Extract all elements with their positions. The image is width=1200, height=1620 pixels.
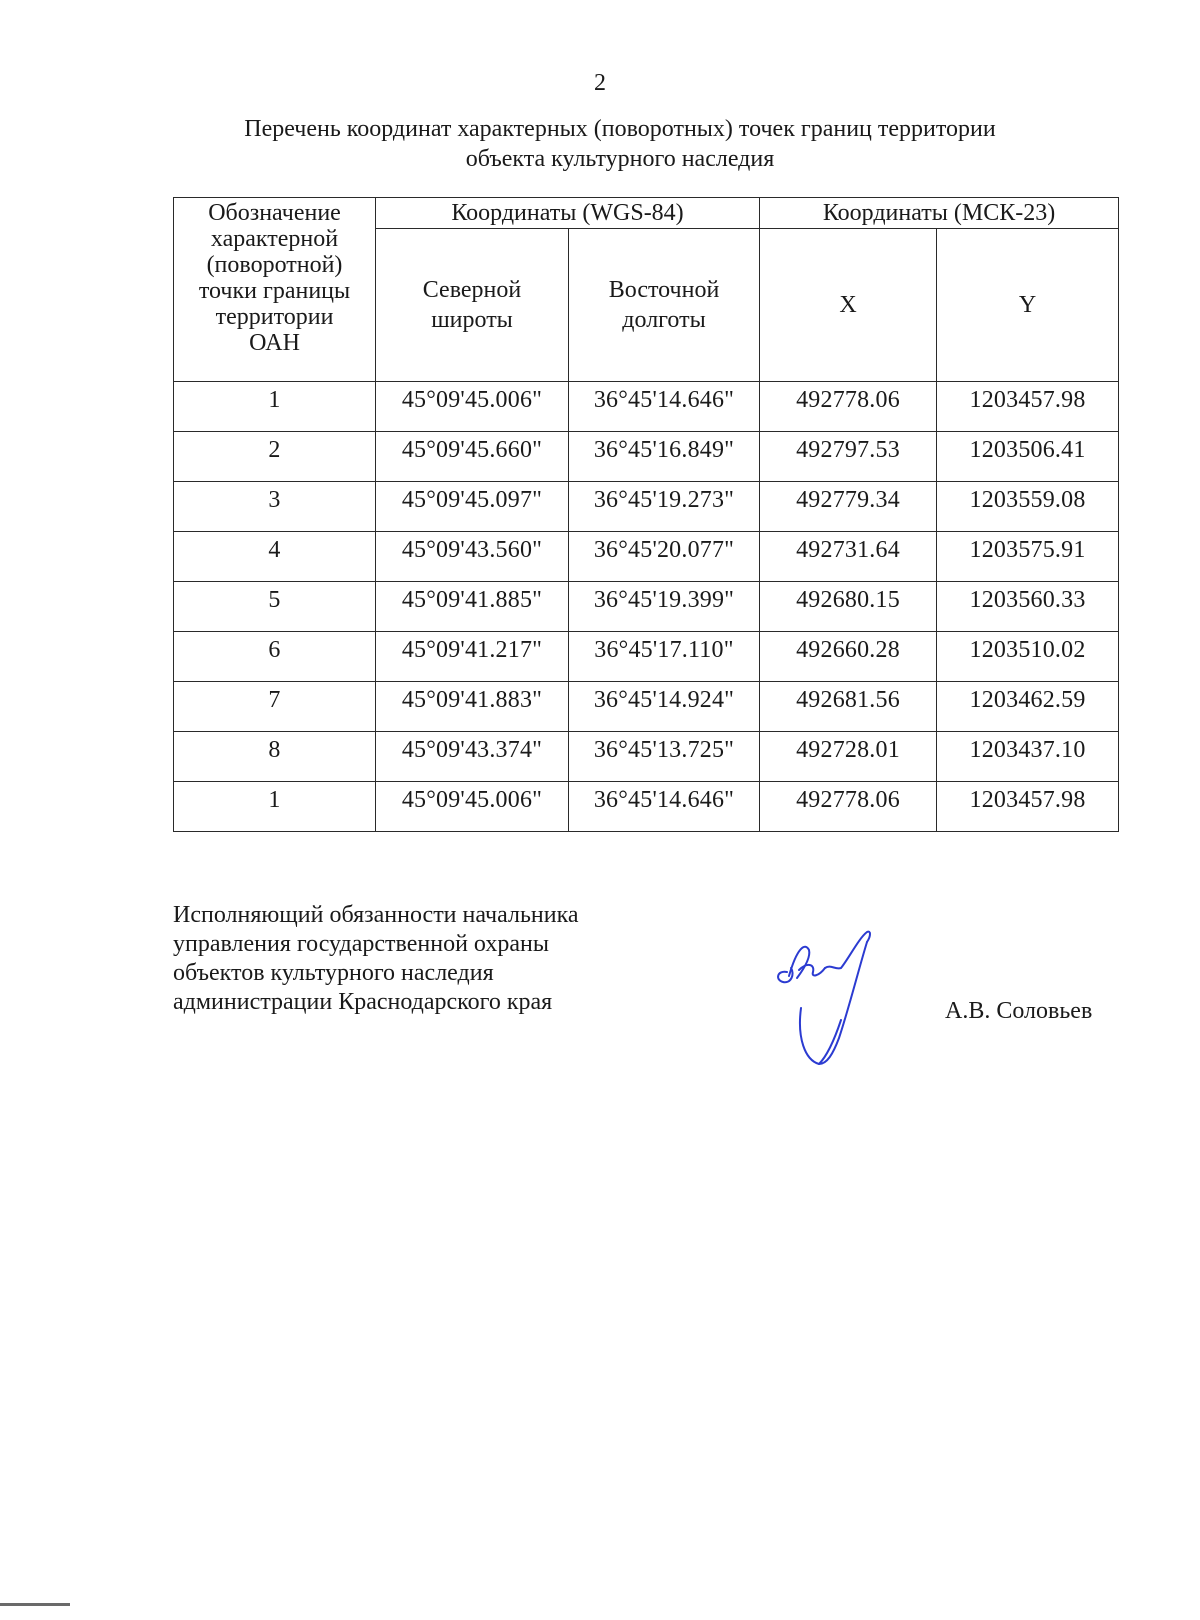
cell-latitude: 45°09'45.660" (376, 432, 569, 482)
signatory-position-line: объектов культурного наследия (173, 960, 494, 986)
document-title-line-2: объекта культурного наследия (465, 146, 775, 172)
cell-longitude: 36°45'17.110" (569, 632, 760, 682)
header-latitude-line: широты (431, 307, 513, 333)
signatory-position-line: администрации Краснодарского края (173, 989, 553, 1015)
table-row (174, 732, 1119, 782)
table-row (174, 632, 1119, 682)
cell-latitude: 45°09'45.097" (376, 482, 569, 532)
header-longitude (569, 229, 760, 382)
header-y: Y (937, 229, 1119, 382)
signatory-position-line: Исполняющий обязанности начальника (173, 902, 579, 928)
header-point-line: Обозначение (208, 200, 341, 226)
cell-y: 1203560.33 (937, 582, 1119, 632)
cell-longitude: 36°45'19.273" (569, 482, 760, 532)
signatory-position (173, 901, 579, 1017)
scan-edge-mark (0, 1603, 70, 1606)
table-row (174, 532, 1119, 582)
cell-point: 8 (174, 732, 376, 782)
cell-y: 1203506.41 (937, 432, 1119, 482)
cell-y: 1203462.59 (937, 682, 1119, 732)
header-longitude-line: долготы (622, 307, 706, 333)
cell-latitude: 45°09'41.885" (376, 582, 569, 632)
coordinates-table (173, 197, 1119, 832)
table-row (174, 682, 1119, 732)
cell-x: 492731.64 (760, 532, 937, 582)
header-point-line: ОАН (249, 330, 300, 356)
cell-longitude: 36°45'14.646" (569, 382, 760, 432)
header-x: X (760, 229, 937, 382)
cell-longitude: 36°45'16.849" (569, 432, 760, 482)
header-msk23-group: Координаты (МСК-23) (760, 198, 1119, 229)
cell-x: 492681.56 (760, 682, 937, 732)
document-title-line-1: Перечень координат характерных (поворотных) точек границ территории (244, 116, 996, 142)
table-row (174, 432, 1119, 482)
cell-x: 492778.06 (760, 382, 937, 432)
header-point-line: точки границы (198, 278, 351, 304)
header-wgs84-group: Координаты (WGS-84) (376, 198, 760, 229)
page-number: 2 (594, 70, 606, 96)
cell-x: 492660.28 (760, 632, 937, 682)
cell-latitude: 45°09'43.560" (376, 532, 569, 582)
cell-point: 4 (174, 532, 376, 582)
cell-point: 7 (174, 682, 376, 732)
header-latitude-line: Северной (422, 277, 522, 303)
cell-latitude: 45°09'43.374" (376, 732, 569, 782)
header-point-line: (поворотной) (206, 252, 343, 278)
cell-longitude: 36°45'14.924" (569, 682, 760, 732)
cell-point: 3 (174, 482, 376, 532)
cell-x: 492779.34 (760, 482, 937, 532)
header-point-line: характерной (210, 226, 339, 252)
signatory-name: А.В. Соловьев (945, 998, 1093, 1024)
cell-y: 1203437.10 (937, 732, 1119, 782)
cell-point: 1 (174, 782, 376, 832)
cell-longitude: 36°45'19.399" (569, 582, 760, 632)
cell-longitude: 36°45'13.725" (569, 732, 760, 782)
cell-x: 492778.06 (760, 782, 937, 832)
header-point-line: территории (215, 304, 334, 330)
cell-y: 1203559.08 (937, 482, 1119, 532)
header-point-designation (174, 198, 376, 382)
cell-y: 1203457.98 (937, 782, 1119, 832)
cell-x: 492680.15 (760, 582, 937, 632)
table-row (174, 782, 1119, 832)
cell-longitude: 36°45'20.077" (569, 532, 760, 582)
cell-x: 492728.01 (760, 732, 937, 782)
cell-point: 6 (174, 632, 376, 682)
header-longitude-line: Восточной (608, 277, 720, 303)
cell-latitude: 45°09'41.217" (376, 632, 569, 682)
cell-point: 1 (174, 382, 376, 432)
cell-point: 2 (174, 432, 376, 482)
table-row (174, 482, 1119, 532)
cell-longitude: 36°45'14.646" (569, 782, 760, 832)
cell-x: 492797.53 (760, 432, 937, 482)
header-latitude (376, 229, 569, 382)
cell-latitude: 45°09'45.006" (376, 382, 569, 432)
signatory-position-line: управления государственной охраны (173, 931, 549, 957)
table-row (174, 582, 1119, 632)
cell-point: 5 (174, 582, 376, 632)
cell-latitude: 45°09'41.883" (376, 682, 569, 732)
cell-latitude: 45°09'45.006" (376, 782, 569, 832)
table-row (174, 382, 1119, 432)
document-title (150, 114, 1090, 174)
cell-y: 1203510.02 (937, 632, 1119, 682)
cell-y: 1203457.98 (937, 382, 1119, 432)
handwritten-signature (775, 928, 895, 1088)
cell-y: 1203575.91 (937, 532, 1119, 582)
